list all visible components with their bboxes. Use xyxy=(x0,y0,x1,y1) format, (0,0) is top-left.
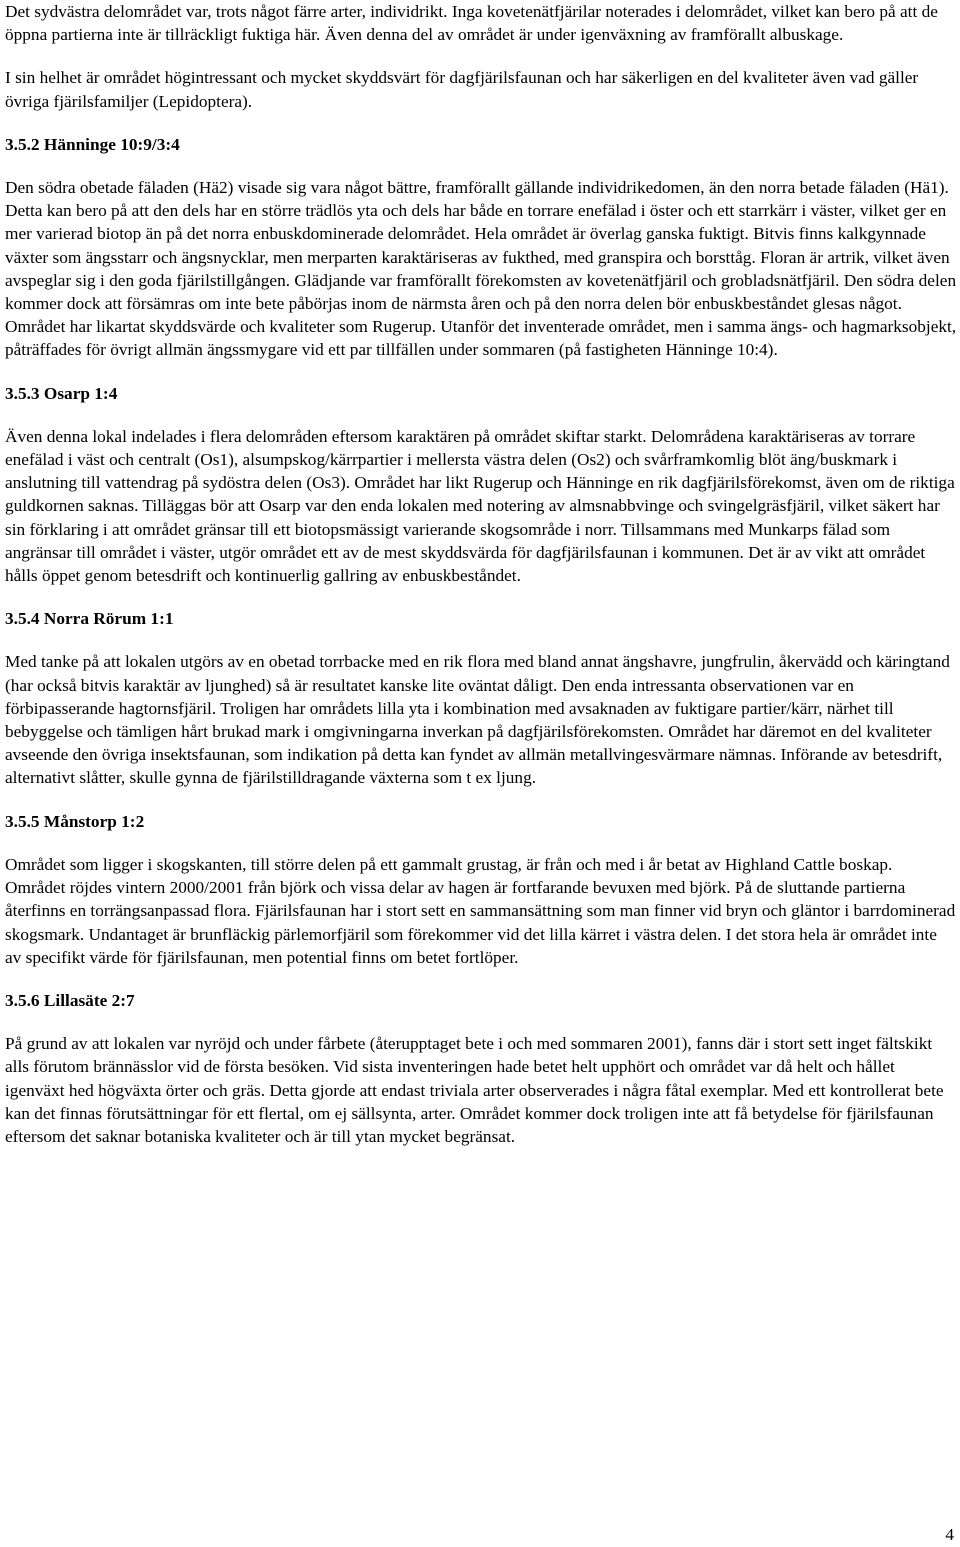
body-paragraph: I sin helhet är området högintressant och mycket skyddsvärt för dagfjärilsfaunan och har säkerligen en del kvaliteter även vad gäller övriga fjärilsfamiljer (Lepidoptera). xyxy=(5,68,919,111)
body-paragraph: Den södra obetade fäladen (Hä2) visade sig vara något bättre, framförallt gällande individrikedomen, än den norra betade fäladen (Hä1). Detta kan bero på att den dels har en större trädlös yta och dels har både en torrare enefälad i öster och ett starrkärr i väster, vilket ger en mer varierad biotop än på det norra enbuskdominerade delområdet. Hela området är överlag ganska fuktigt. Bitvis finns kalkgynnade växter som ängsstarr och ängsnycklar, men merparten karaktäriseras av fukthed, med granspira och borsttåg. Floran är artrik, vilket även avspeglar sig i den goda fjärilstillgången. Glädjande var framförallt förekomsten av kovetenätfjäril och grobladsnätfjäril. Den södra delen kommer dock att försämras om inte bete påbörjas inom de närmsta åren och på den norra delen bör enbuskbeståndet glesas något. Området har likartat skyddsvärde och kvaliteter som Rugerup. Utanför det inventerade området, men i samma ängs- och hagmarksobjekt, påträffades för övrigt allmän ängssmygare vid ett par tillfällen under sommaren (på fastigheten Hänninge 10:4). xyxy=(5,178,957,360)
section-heading: 3.5.5 Månstorp 1:2 xyxy=(5,811,145,831)
body-paragraph: På grund av att lokalen var nyröjd och under fårbete (återupptaget bete i och med sommaren 2001), fanns där i stort sett inget fältskikt alls förutom brännässlor vid de första besöken. Vid sista inventeringen hade betet helt upphört och området var då helt och hållet igenväxt hed högväxta örter och gräs. Detta gjorde att endast triviala arter observerades i några fåtal exemplar. Med ett kontrollerat bete kan det finnas förutsättningar för ett flertal, om ej sällsynta, arter. Området kommer dock troligen inte att få betydelse för fjärilsfaunan eftersom det saknar botaniska kvaliteter och är till ytan mycket begränsat. xyxy=(5,1034,944,1146)
document-page xyxy=(5,0,957,1148)
body-paragraph: Området som ligger i skogskanten, till större delen på ett gammalt grustag, är från och med i år betat av Highland Cattle boskap. Området röjdes vintern 2000/2001 från björk och vissa delar av hagen är fortfarande bevuxen med björk. På de sluttande partierna återfinns en torrängsanpassad flora. Fjärilsfaunan har i stort sett en sammansättning som man finner vid bryn och gläntor i barrdominerad skogsmark. Undantaget är brunfläckig pärlemorfjäril som förekommer vid det lilla kärret i västra delen. I det stora hela är området inte av specifikt värde för fjärilsfaunan, men potential finns om betet fortlöper. xyxy=(5,854,956,967)
body-paragraph: Med tanke på att lokalen utgörs av en obetad torrbacke med en rik flora med bland annat ängshavre, jungfrulin, åkervädd och käringtand (har också bitvis karaktär av ljunghed) så är resultatet kanske lite oväntat dåligt. Den enda intressanta observationen var en förbipasserande hagtornsfjäril. Troligen har områdets lilla yta i kombination med avsaknaden av fuktigare partier/kärr, närhet till bebyggelse och tämligen hårt brukad mark i omgivningarna inverkan på dagfjärilsförekomsten. Området har däremot en del kvaliteter avseende den övriga insektsfaunan, som indikation på detta kan fyndet av allmän metallvingesvärmare nämnas. Införande av betesdrift, alternativt slåtter, skulle gynna de fjärilstilldragande växterna som t ex ljung. xyxy=(5,652,950,788)
section-heading: 3.5.3 Osarp 1:4 xyxy=(5,383,118,403)
section-heading: 3.5.2 Hänninge 10:9/3:4 xyxy=(5,134,180,154)
body-paragraph: Det sydvästra delområdet var, trots något färre arter, individrikt. Inga kovetenätfjärilar noterades i delområdet, vilket kan bero på att de öppna partierna inte är tillräckligt fuktiga här. Även denna del av området är under igenväxning av framförallt albuskage. xyxy=(5,2,938,45)
body-paragraph: Även denna lokal indelades i flera delområden eftersom karaktären på området skiftar starkt. Delområdena karaktäriseras av torrare enefälad i väst och centralt (Os1), alsumpskog/kärrpartier i mellersta västra delen (Os2) och svårframkomlig blöt äng/buskmark i anslutning till vattendrag på sydöstra delen (Os3). Området har likt Rugerup och Hänninge en rik dagfjärilsförekomst, även om de riktiga guldkornen saknas. Tilläggas bör att Osarp var den enda lokalen med notering av almsnabbvinge och svingelgräsfjäril, vilket säkert har sin förklaring i att området gränsar till ett biotopsmässigt varierande skogsområde i norr. Tillsammans med Munkarps fälad som angränsar till området i väster, utgör området ett av de mest skyddsvärda för dagfjärilsfaunan i kommunen. Det är av vikt att området hålls öppet genom betesdrift och kontinuerlig gallring av enbuskbeståndet. xyxy=(5,426,955,586)
section-heading: 3.5.6 Lillasäte 2:7 xyxy=(5,990,135,1010)
page-number: 4 xyxy=(945,1525,954,1544)
section-heading: 3.5.4 Norra Rörum 1:1 xyxy=(5,609,174,629)
